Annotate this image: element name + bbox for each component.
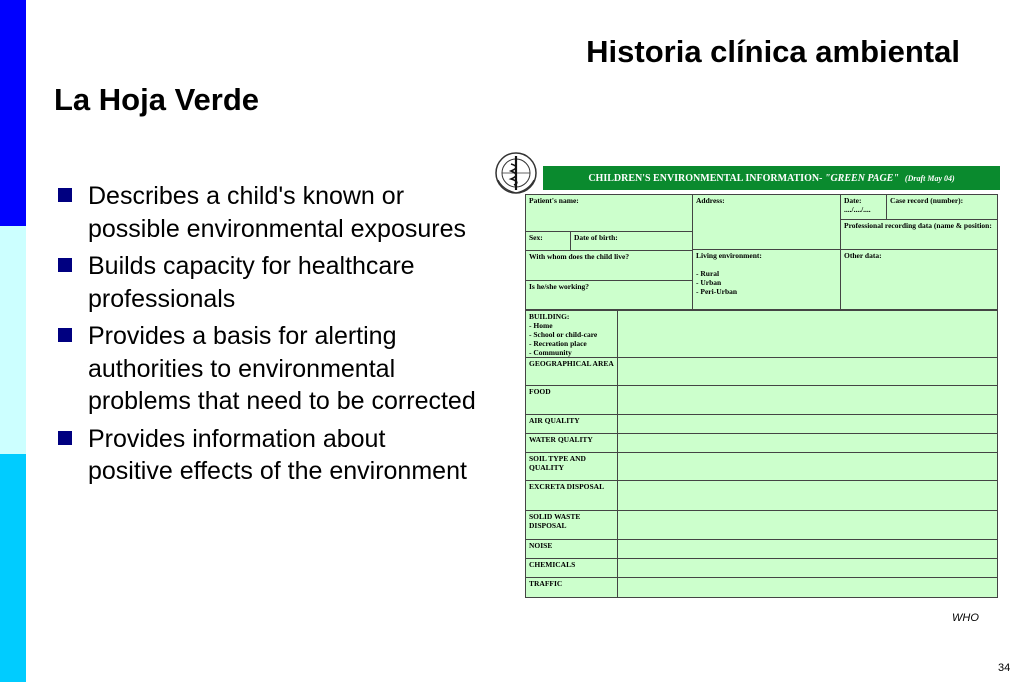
- living-environment-field: Living environment: - Rural - Urban - Peri-Urban: [692, 249, 841, 310]
- form-header: CHILDREN'S ENVIRONMENTAL INFORMATION - "GREEN PAGE" (Draft May 04): [543, 166, 1000, 190]
- date-field: Date: ..../..../....: [840, 194, 887, 220]
- bullet-list: [56, 180, 476, 493]
- who-emblem-icon: [493, 150, 539, 196]
- air-quality-label: AIR QUALITY: [525, 414, 618, 434]
- sidebar-band-top: [0, 0, 26, 226]
- other-data-field: Other data:: [840, 249, 998, 310]
- building-value: [617, 310, 998, 358]
- noise-value: [617, 539, 998, 559]
- page-number: 34: [998, 662, 1011, 674]
- slide-subtitle: La Hoja Verde: [54, 82, 260, 117]
- excreta-label: EXCRETA DISPOSAL: [525, 480, 618, 511]
- solid-waste-value: [617, 510, 998, 540]
- date-of-birth-field: Date of birth:: [570, 231, 693, 251]
- water-quality-label: WATER QUALITY: [525, 433, 618, 453]
- sex-field: Sex:: [525, 231, 571, 251]
- case-record-field: Case record (number):: [886, 194, 998, 220]
- sidebar-band-bottom: [0, 454, 26, 682]
- food-label: FOOD: [525, 385, 618, 415]
- working-field: Is he/she working?: [525, 280, 693, 310]
- source-credit: WHO: [952, 612, 979, 624]
- slide-title: Historia clínica ambiental: [586, 34, 960, 69]
- green-page-form: [493, 150, 1000, 600]
- food-value: [617, 385, 998, 415]
- professional-field: Professional recording data (name & position:: [840, 219, 998, 250]
- chemicals-label: CHEMICALS: [525, 558, 618, 578]
- noise-label: NOISE: [525, 539, 618, 559]
- geographical-value: [617, 357, 998, 386]
- slide-sidebar: [0, 0, 26, 682]
- bullet-item: Provides information about positive effects of the environment: [56, 423, 476, 488]
- bullet-item: Builds capacity for healthcare professionals: [56, 250, 476, 315]
- building-label: BUILDING: - Home - School or child-care - Recreation place - Community: [525, 310, 618, 358]
- patient-name-field: Patient's name:: [525, 194, 693, 232]
- bullet-item: Provides a basis for alerting authorities to environmental problems that need to be corrected: [56, 320, 476, 418]
- traffic-label: TRAFFIC: [525, 577, 618, 598]
- soil-label: SOIL TYPE AND QUALITY: [525, 452, 618, 481]
- bullet-item: Describes a child's known or possible environmental exposures: [56, 180, 476, 245]
- square-bullet-icon: [58, 431, 72, 445]
- chemicals-value: [617, 558, 998, 578]
- with-whom-field: With whom does the child live?: [525, 250, 693, 281]
- water-quality-value: [617, 433, 998, 453]
- air-quality-value: [617, 414, 998, 434]
- soil-value: [617, 452, 998, 481]
- geographical-label: GEOGRAPHICAL AREA: [525, 357, 618, 386]
- solid-waste-label: SOLID WASTE DISPOSAL: [525, 510, 618, 540]
- excreta-value: [617, 480, 998, 511]
- form-body: [525, 194, 998, 598]
- square-bullet-icon: [58, 188, 72, 202]
- address-field: Address:: [692, 194, 841, 250]
- square-bullet-icon: [58, 328, 72, 342]
- square-bullet-icon: [58, 258, 72, 272]
- traffic-value: [617, 577, 998, 598]
- sidebar-band-middle: [0, 226, 26, 454]
